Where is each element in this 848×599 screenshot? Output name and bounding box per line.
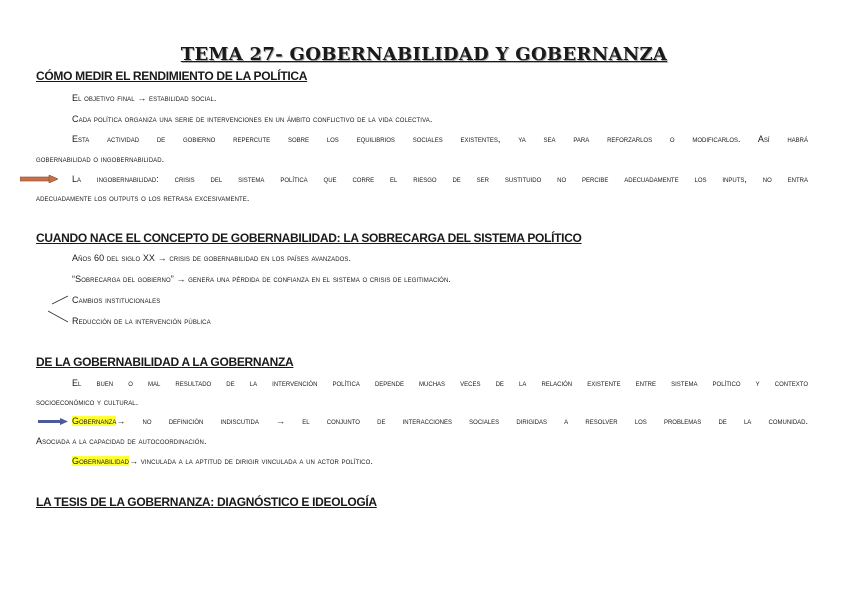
text-fragment: El objetivo final — [72, 93, 138, 103]
blue-arrow-icon — [38, 418, 68, 425]
arrow-right-icon: → — [137, 93, 147, 103]
arrow-right-icon: → — [157, 253, 167, 263]
arrow-right-icon: → — [276, 416, 286, 426]
paragraph-gobernanza-line1 — [72, 416, 808, 426]
text-fragment: crisis de gobernabilidad en los países avanzados. — [166, 253, 352, 263]
text-fragment: Años 60 del siglo XX — [72, 253, 158, 263]
highlighted-term-gobernanza: Gobernanza — [72, 416, 117, 426]
paragraph-ingobernabilidad-line2: adecuadamente los outputs o los retrasa excesivamente. — [36, 193, 250, 203]
list-item-reduccion: Reducción de la intervención pública — [72, 316, 211, 326]
text-fragment: “Sobrecarga del gobierno” — [72, 274, 177, 284]
paragraph-gobernanza-line2: Asociada a la capacidad de autocoordinación. — [36, 436, 207, 446]
paragraph-actividad-line2: gobernabilidad o ingobernabilidad. — [36, 154, 165, 164]
paragraph-objetivo — [72, 93, 217, 103]
section-heading-gobernanza: DE LA GOBERNABILIDAD A LA GOBERNANZA — [36, 355, 294, 369]
section-heading-rendimiento: CÓMO MEDIR EL RENDIMIENTO DE LA POLÍTICA — [36, 69, 308, 83]
branch-lines-icon — [46, 292, 70, 326]
page-title: TEMA 27- GOBERNABILIDAD Y GOBERNANZA — [180, 44, 668, 65]
arrow-right-icon: → — [176, 274, 186, 284]
text-fragment: el conjunto de interacciones sociales dirigidas a resolver los problemas de la comunidad. — [285, 416, 808, 426]
highlighted-term-gobernabilidad: Gobernabilidad — [72, 456, 130, 466]
paragraph-anos-60 — [72, 253, 351, 263]
paragraph-buen-resultado-line1: El buen o mal resultado de la intervención política depende muchas veces de la relación existente entre sistema político y contexto — [72, 378, 808, 388]
paragraph-sobrecarga-gobierno — [72, 274, 451, 284]
text-fragment: estabilidad social. — [146, 93, 217, 103]
paragraph-actividad-line1: Esta actividad de gobierno repercute sobre los equilibrios sociales existentes, ya sea para reforzarlos o modificarlos. Así habrá — [72, 134, 808, 144]
text-fragment: genera una pérdida de confianza en el sistema o crisis de legitimación. — [185, 274, 451, 284]
text-fragment: vinculada a la aptitud de dirigir vinculada a un actor político. — [138, 456, 373, 466]
section-heading-sobrecarga: CUANDO NACE EL CONCEPTO DE GOBERNABILIDAD: LA SOBRECARGA DEL SISTEMA POLÍTICO — [36, 231, 582, 245]
text-fragment: no definición indiscutida — [125, 416, 277, 426]
paragraph-ingobernabilidad-line1: La ingobernabilidad: crisis del sistema política que corre el riesgo de ser sustituido no percibe adecuadamente los inputs, no entra — [72, 174, 808, 184]
list-item-cambios: Cambios institucionales — [72, 295, 161, 305]
paragraph-buen-resultado-line2: socioeconómico y cultural. — [36, 397, 139, 407]
section-heading-tesis: LA TESIS DE LA GOBERNANZA: DIAGNÓSTICO E IDEOLOGÍA — [36, 495, 377, 509]
orange-arrow-icon — [20, 175, 58, 183]
paragraph-politica: Cada política organiza una serie de intervenciones en un ámbito conflictivo de la vida colectiva. — [72, 114, 433, 124]
arrow-right-icon: → — [129, 456, 139, 466]
arrow-right-icon: → — [116, 416, 126, 426]
paragraph-gobernabilidad — [72, 456, 373, 466]
